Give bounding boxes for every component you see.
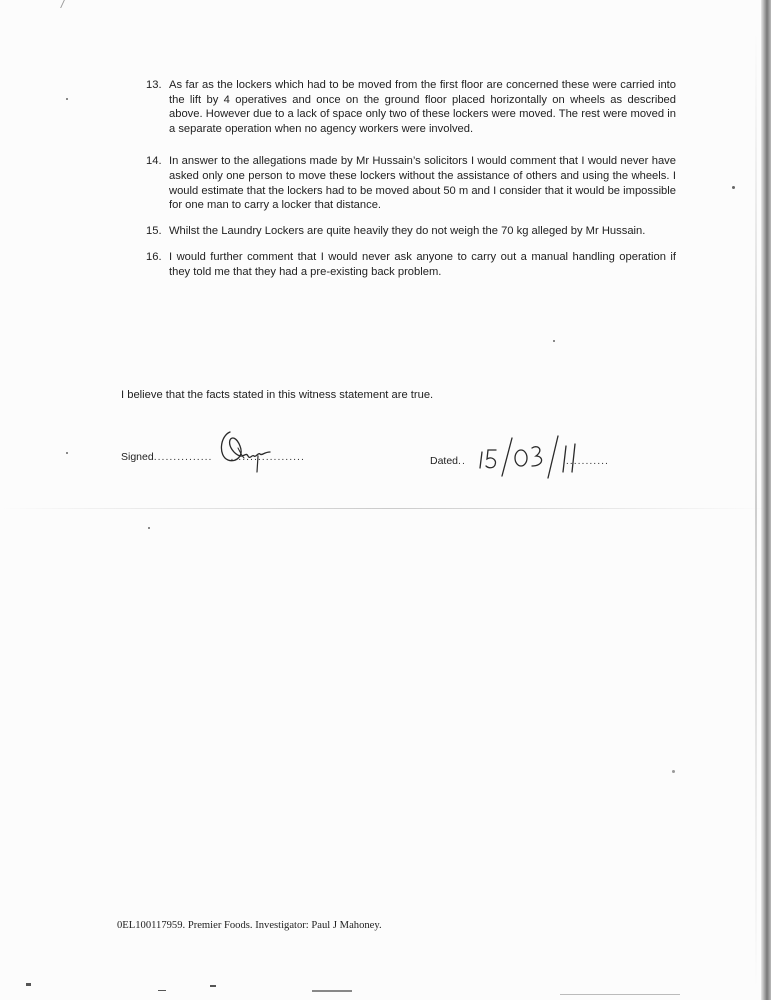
paragraph-14 [146, 154, 676, 212]
paragraph-text: I would further comment that I would never ask anyone to carry out a manual handling operation if they told me that they had a pre-existing back problem. [169, 251, 676, 278]
paragraph-number: 14. [146, 155, 162, 168]
signed-label: Signed [121, 451, 154, 463]
signature-line [121, 451, 305, 463]
date-dots-right: ........... [565, 455, 609, 467]
handwritten-signature-icon [214, 422, 274, 480]
dated-label: Dated [430, 455, 459, 467]
scan-shadow [755, 30, 757, 990]
paragraph-16 [146, 250, 676, 279]
page-fold-line [0, 508, 771, 509]
date-dots-left: .. [458, 455, 466, 467]
scan-smudge [26, 983, 31, 986]
scan-smudge [210, 985, 216, 987]
scan-smudge [560, 994, 680, 995]
scan-speck [732, 186, 735, 189]
scan-speck [672, 770, 675, 773]
scan-corner-mark [60, 0, 83, 8]
signature-dots-left: ............... [153, 451, 213, 463]
scan-smudge [158, 990, 166, 991]
scan-edge [761, 0, 771, 1000]
numbered-paragraphs [146, 78, 676, 290]
scan-speck [553, 340, 555, 342]
paragraph-text: Whilst the Laundry Lockers are quite heavily they do not weigh the 70 kg alleged by Mr Hussain. [169, 224, 646, 237]
statement-of-truth: I believe that the facts stated in this witness statement are true. [121, 389, 434, 401]
signature-dots-right: ................... [230, 451, 305, 463]
paragraph-text: As far as the lockers which had to be moved from the first floor are concerned these were carried into the lift by 4 operatives and once on the ground floor placed horizontally on wheels as described above. However due to a lack of space only two of these lockers were moved. The rest were moved in a separate operation when no agency workers were involved. [169, 79, 676, 135]
scan-speck [66, 452, 68, 454]
scan-smudge [312, 990, 352, 992]
paragraph-13 [146, 78, 676, 136]
paragraph-15 [146, 224, 676, 239]
scan-speck [148, 527, 150, 529]
paragraph-number: 15. [146, 224, 162, 237]
handwritten-date [478, 432, 588, 482]
paragraph-number: 16. [146, 251, 162, 264]
scan-speck [66, 98, 68, 100]
paragraph-number: 13. [146, 79, 162, 91]
document-footer-reference: 0EL100117959. Premier Foods. Investigator: Paul J Mahoney. [117, 920, 382, 931]
paragraph-text: In answer to the allegations made by Mr Hussain’s solicitors I would comment that I would never have asked only one person to move these lockers without the assistance of others and using the wheels. I would estimate that the lockers had to be moved about 50 m and I consider that it would be impossible for one man to carry a locker that distance. [169, 155, 676, 212]
